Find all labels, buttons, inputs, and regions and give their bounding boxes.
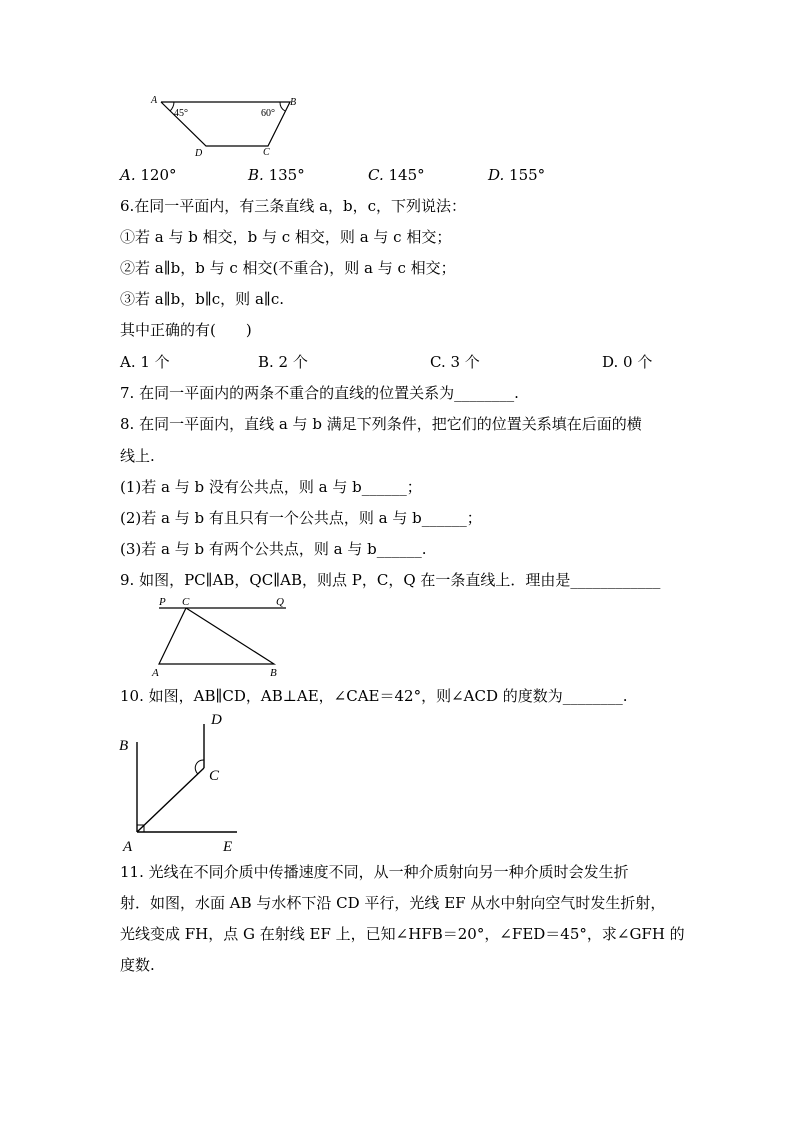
label-A: A	[152, 667, 159, 679]
label-B: B	[119, 738, 129, 754]
q6-question: 其中正确的有( )	[120, 321, 252, 339]
q6-option-d: D. 0 个	[602, 353, 653, 371]
q6-statement-2: ②若 a∥b，b 与 c 相交(不重合)，则 a 与 c 相交；	[120, 259, 456, 277]
q8-part-3: (3)若 a 与 b 有两个公共点，则 a 与 b______.	[120, 540, 427, 558]
q5-option-d: D. 155°	[488, 166, 546, 184]
q7-text: 7. 在同一平面内的两条不重合的直线的位置关系为________.	[120, 384, 519, 402]
label-D: D	[211, 712, 222, 728]
ab-cd-figure	[112, 706, 262, 854]
q11-line-4: 度数.	[120, 956, 155, 974]
label-D: D	[195, 148, 203, 158]
label-C: C	[263, 147, 270, 158]
q11-line-3: 光线变成 FH，点 G 在射线 EF 上，已知∠HFB＝20°，∠FED＝45°，求∠GFH 的	[120, 925, 685, 943]
q8-part-2: (2)若 a 与 b 有且只有一个公共点，则 a 与 b______；	[120, 509, 482, 527]
q5-option-c: C. 145°	[368, 166, 425, 184]
q5-option-a: A. 120°	[120, 166, 177, 184]
label-B: B	[270, 667, 277, 679]
q8-line-1: 8. 在同一平面内，直线 a 与 b 满足下列条件，把它们的位置关系填在后面的横	[120, 415, 642, 433]
label-E: E	[223, 839, 233, 854]
label-A: A	[123, 839, 133, 854]
q6-option-b: B. 2 个	[258, 353, 308, 371]
label-Q: Q	[276, 596, 284, 608]
q11-line-1: 11. 光线在不同介质中传播速度不同，从一种介质射向另一种介质时会发生折	[120, 863, 629, 881]
q11-line-2: 射．如图，水面 AB 与水杯下沿 CD 平行，光线 EF 从水中射向空气时发生折射，	[120, 894, 666, 912]
angle-b-label: 60°	[261, 108, 275, 119]
label-C: C	[209, 768, 220, 784]
q6-option-a: A. 1 个	[120, 353, 170, 371]
angle-a-label: 45°	[174, 108, 188, 119]
label-A: A	[151, 95, 158, 106]
q6-statement-1: ①若 a 与 b 相交，b 与 c 相交，则 a 与 c 相交；	[120, 228, 452, 246]
q6-statement-3: ③若 a∥b，b∥c，则 a∥c.	[120, 290, 284, 308]
q5-option-b: B. 135°	[248, 166, 305, 184]
label-C: C	[182, 596, 190, 608]
q10-text: 10. 如图，AB∥CD，AB⊥AE，∠CAE＝42°，则∠ACD 的度数为________.	[120, 687, 628, 705]
label-B: B	[290, 97, 297, 108]
label-P: P	[159, 596, 166, 608]
q6-stem: 6.在同一平面内，有三条直线 a，b，c，下列说法：	[120, 197, 467, 215]
pcq-triangle-figure	[150, 594, 295, 680]
q8-line-2: 线上.	[120, 447, 155, 465]
q6-option-c: C. 3 个	[430, 353, 480, 371]
trapezoid-figure	[148, 94, 308, 158]
q8-part-1: (1)若 a 与 b 没有公共点，则 a 与 b______；	[120, 478, 422, 496]
q9-text: 9. 如图，PC∥AB，QC∥AB，则点 P，C，Q 在一条直线上．理由是____________	[120, 571, 661, 589]
